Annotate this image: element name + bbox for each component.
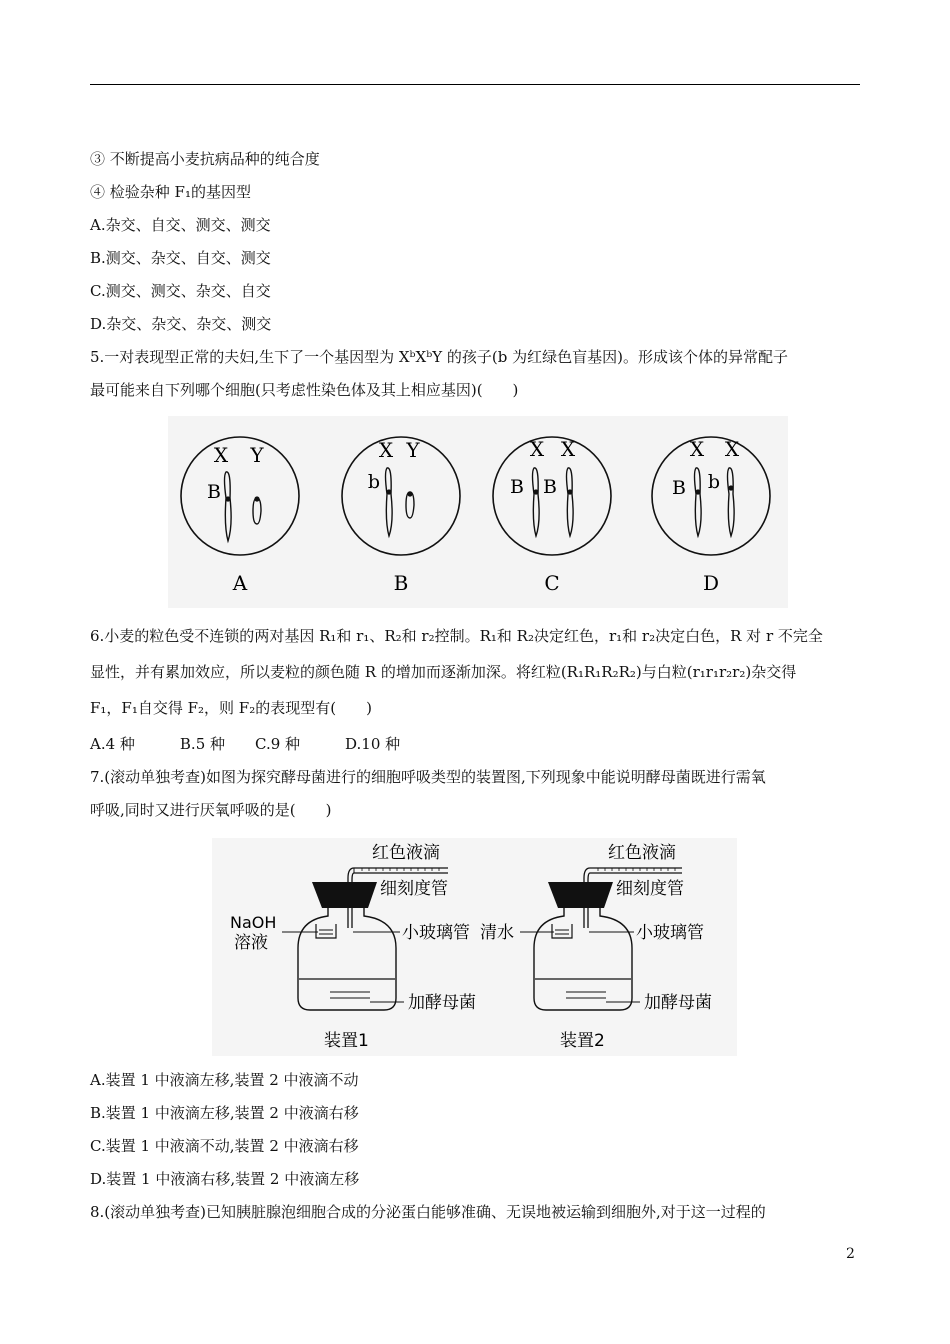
small-cup	[316, 924, 336, 938]
question-7-option: D.装置 1 中液滴右移,装置 2 中液滴左移	[90, 1170, 360, 1188]
text-line: C.测交、测交、杂交、自交	[90, 282, 271, 300]
y-chromosome	[253, 498, 261, 524]
cell-d	[652, 437, 770, 595]
question-7-option: A.装置 1 中液滴左移,装置 2 中液滴不动	[90, 1071, 359, 1089]
label-small-glass-tube: 小玻璃管	[402, 923, 470, 943]
label-device-2: 装置2	[560, 1031, 605, 1051]
centromere	[695, 489, 700, 494]
chromosome-label: X	[689, 437, 705, 461]
question-8-text: 8.(滚动单独考查)已知胰脏腺泡细胞合成的分泌蛋白能够准确、无误地被运输到细胞外,对于这一过程的	[90, 1203, 766, 1221]
chromosome-label: Y	[406, 438, 420, 462]
text-line: D.杂交、杂交、杂交、测交	[90, 315, 272, 333]
gene-label: B	[207, 481, 221, 503]
gene-label: b	[707, 471, 721, 493]
flask	[298, 908, 396, 1010]
label-naoh-solution: 溶液	[234, 933, 268, 953]
header-rule	[90, 84, 860, 85]
cell-b	[342, 437, 460, 595]
cell-label: C	[544, 571, 560, 595]
centromere	[728, 485, 733, 490]
device-2	[480, 843, 712, 1051]
question-5-text: 5.一对表现型正常的夫妇,生下了一个基因型为 XᵇXᵇY 的孩子(b 为红绿色盲基因)。形成该个体的异常配子	[90, 348, 788, 366]
label-yeast: 加酵母菌	[644, 993, 712, 1013]
centromere	[407, 491, 412, 496]
label-graduated-tube: 细刻度管	[380, 879, 448, 899]
cell-label: B	[393, 571, 409, 595]
chromosome-label: Y	[250, 443, 264, 467]
text-line: A.杂交、自交、测交、测交	[90, 216, 271, 234]
label-graduated-tube: 细刻度管	[616, 879, 684, 899]
x-chromosome	[695, 468, 702, 536]
cell-membrane	[181, 437, 299, 555]
stopper	[548, 882, 613, 908]
text-line: B.测交、杂交、自交、测交	[90, 249, 271, 267]
centromere	[567, 489, 572, 494]
stopper	[312, 882, 377, 908]
label-naoh: NaOH	[230, 913, 277, 932]
centromere	[254, 496, 259, 501]
centromere	[533, 489, 538, 494]
label-red-droplet: 红色液滴	[372, 843, 440, 863]
cell-diagram-figure	[168, 416, 788, 608]
chromosome-label: X	[213, 443, 229, 467]
question-6-options: A.4 种 B.5 种 C.9 种 D.10 种	[90, 735, 401, 753]
cell-membrane	[342, 437, 460, 555]
x-chromosome	[386, 468, 393, 536]
label-red-droplet: 红色液滴	[608, 843, 676, 863]
question-7-option: B.装置 1 中液滴左移,装置 2 中液滴右移	[90, 1104, 359, 1122]
label-device-1: 装置1	[324, 1031, 369, 1051]
gene-label: B	[672, 477, 686, 499]
x-chromosome	[567, 468, 574, 536]
gene-label: b	[367, 471, 381, 493]
question-7-option: C.装置 1 中液滴不动,装置 2 中液滴右移	[90, 1137, 359, 1155]
apparatus-figure	[212, 838, 737, 1056]
label-yeast: 加酵母菌	[408, 993, 476, 1013]
centromere	[225, 496, 230, 501]
device-1	[230, 843, 476, 1051]
chromosome-label: X	[378, 438, 394, 462]
x-chromosome	[533, 468, 540, 536]
x-chromosome	[728, 468, 735, 536]
label-small-glass-tube: 小玻璃管	[636, 923, 704, 943]
cell-c	[493, 437, 611, 595]
question-7-text: 7.(滚动单独考查)如图为探究酵母菌进行的细胞呼吸类型的装置图,下列现象中能说明酵母菌既进行需氧	[90, 768, 766, 786]
centromere	[386, 489, 391, 494]
small-cup	[552, 924, 572, 938]
cell-a	[181, 437, 299, 595]
page-number: 2	[846, 1246, 855, 1262]
question-6-text: 显性，并有累加效应，所以麦粒的颜色随 R 的增加而逐渐加深。将红粒(R₁R₁R₂R₂)与白粒(r₁r₁r₂r₂)杂交得	[90, 663, 797, 681]
chromosome-label: X	[560, 437, 576, 461]
cell-membrane	[652, 437, 770, 555]
gene-label: B	[510, 476, 524, 498]
question-6-text: F₁，F₁自交得 F₂，则 F₂的表现型有( )	[90, 699, 372, 717]
question-7-text: 呼吸,同时又进行厌氧呼吸的是( )	[90, 801, 332, 819]
x-chromosome	[225, 472, 232, 541]
question-6-text: 6.小麦的粒色受不连锁的两对基因 R₁和 r₁、R₂和 r₂控制。R₁和 R₂决定红色，r₁和 r₂决定白色，R 对 r 不完全	[90, 627, 823, 645]
chromosome-label: X	[529, 437, 545, 461]
gene-label: B	[543, 476, 557, 498]
text-line: ③ 不断提高小麦抗病品种的纯合度	[90, 150, 320, 168]
text-line: ④ 检验杂种 F₁的基因型	[90, 183, 251, 201]
cell-label: A	[232, 571, 248, 595]
cell-label: D	[702, 571, 720, 595]
question-5-text: 最可能来自下列哪个细胞(只考虑性染色体及其上相应基因)( )	[90, 381, 519, 399]
flask	[534, 908, 632, 1010]
chromosome-label: X	[724, 437, 740, 461]
label-water: 清水	[480, 923, 514, 943]
